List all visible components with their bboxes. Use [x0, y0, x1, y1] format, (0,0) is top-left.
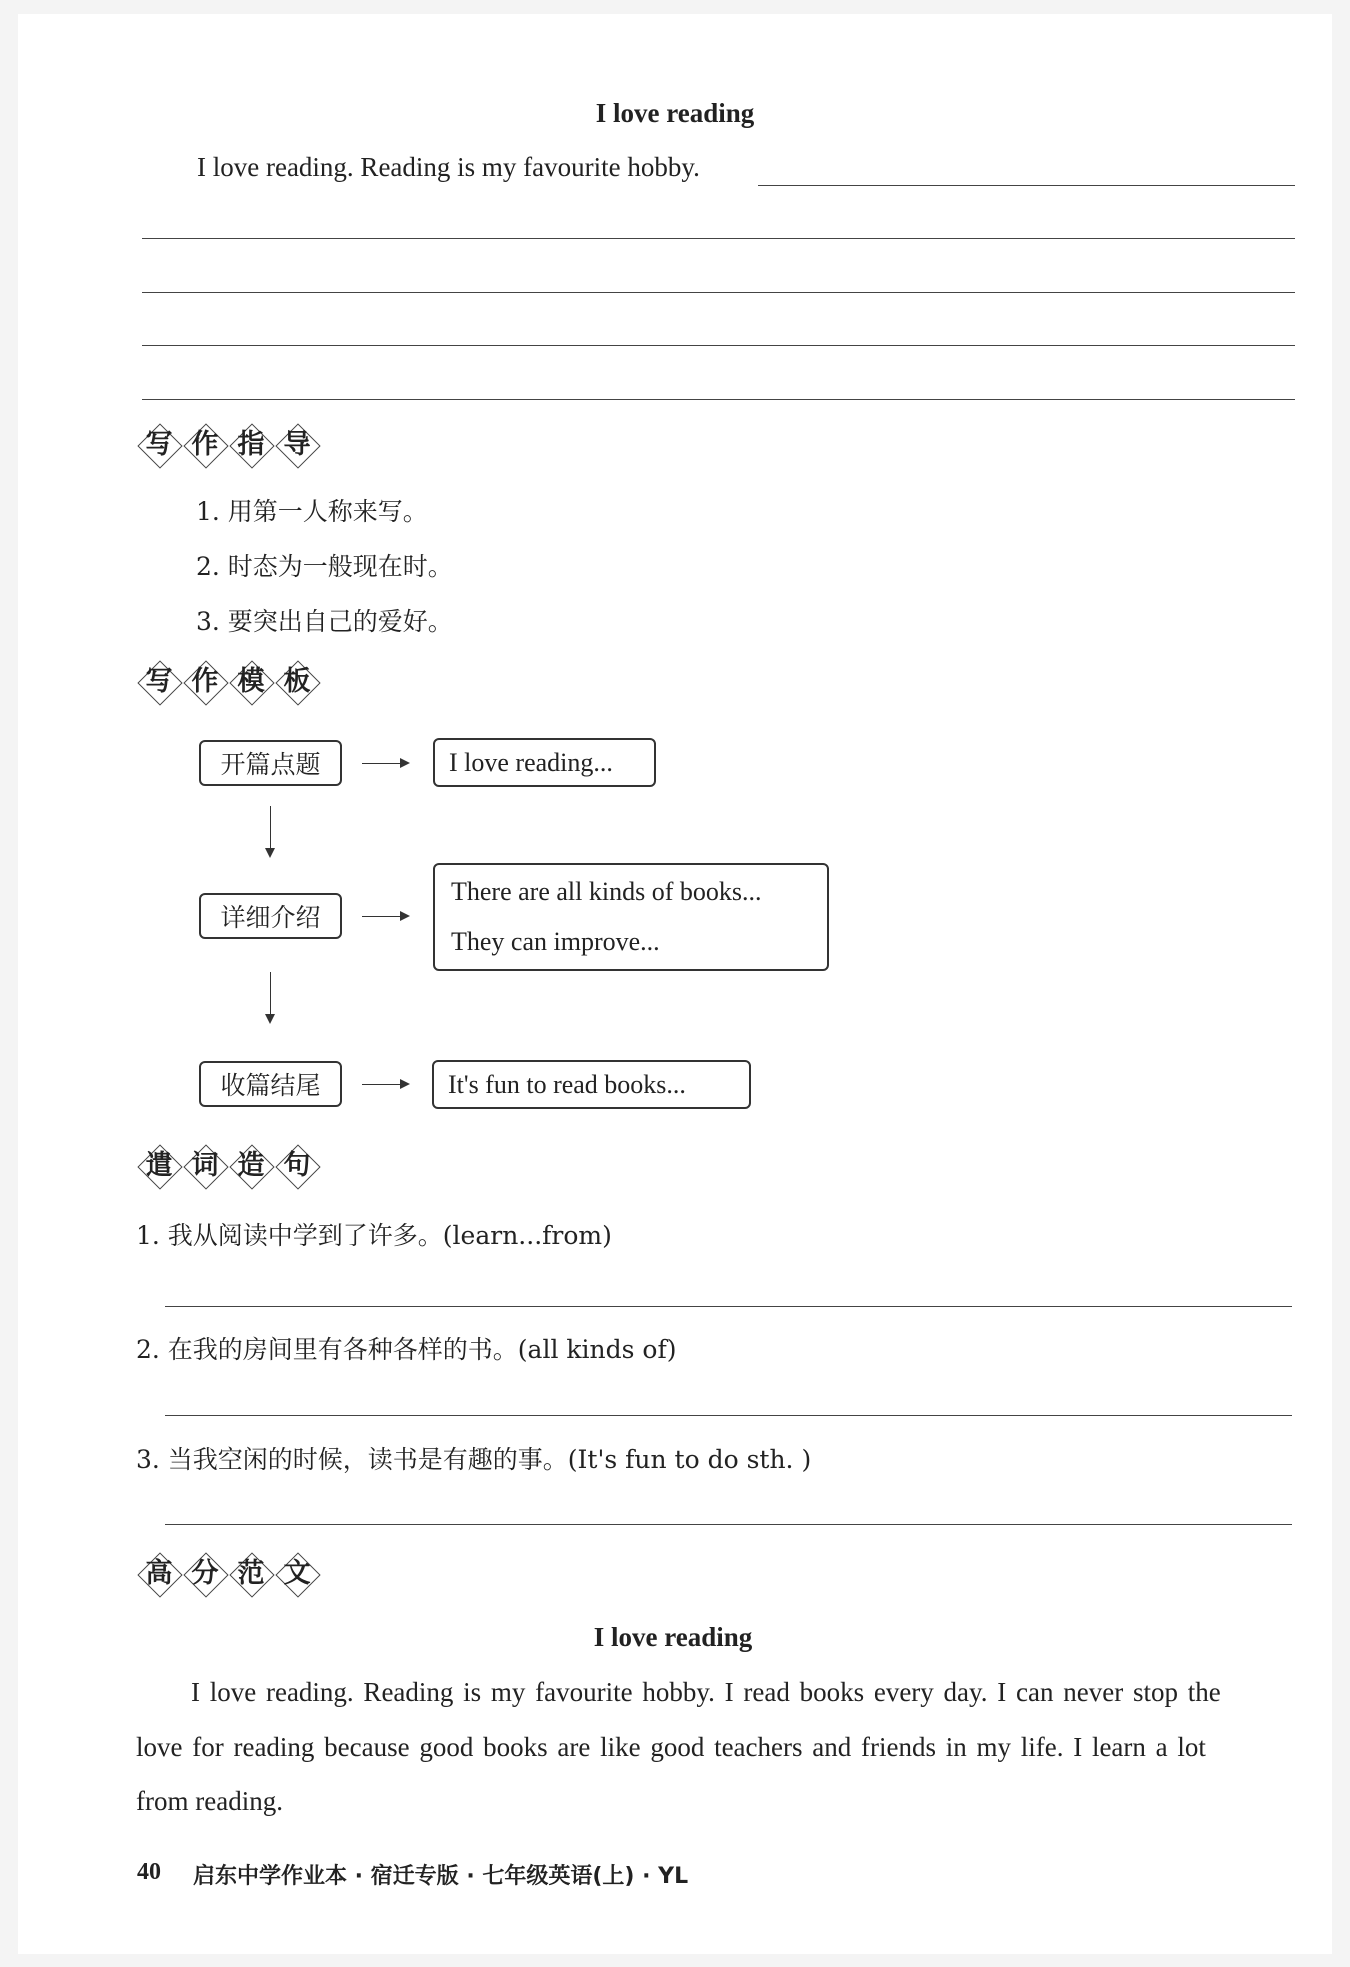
book-title: 启东中学作业本 · 宿迁专版 · 七年级英语(上) · YL: [193, 1864, 689, 1889]
heading-char: 高: [136, 1551, 182, 1597]
template-step-content: They can improve...: [451, 927, 660, 956]
heading-char: 模: [228, 659, 274, 705]
section-heading-model-essay: [136, 1551, 320, 1597]
heading-char: 造: [228, 1143, 274, 1189]
section-heading-sentences: [136, 1143, 320, 1189]
writing-line[interactable]: [142, 399, 1295, 400]
arrow-right-icon: [362, 1084, 408, 1085]
arrow-right-icon: [362, 916, 408, 917]
heading-char: 范: [228, 1551, 274, 1597]
arrow-down-icon: [270, 972, 271, 1022]
answer-line[interactable]: [165, 1415, 1292, 1416]
template-step-content: I love reading...: [433, 738, 656, 787]
heading-char: 板: [274, 659, 320, 705]
sentence-task: 1. 我从阅读中学到了许多。(learn...from): [136, 1221, 612, 1250]
template-step-content: There are all kinds of books...: [451, 877, 762, 906]
writing-line[interactable]: [758, 185, 1295, 186]
section-heading-guidance: [136, 422, 320, 468]
template-step-label: 开篇点题: [199, 740, 342, 786]
essay-start-sentence: I love reading. Reading is my favourite hobby.: [197, 152, 700, 182]
model-essay-title: I love reading: [593, 1622, 753, 1652]
writing-line[interactable]: [142, 345, 1295, 346]
heading-char: 指: [228, 422, 274, 468]
guidance-item: 3. 要突出自己的爱好。: [196, 607, 453, 636]
template-step-content-box: [433, 863, 829, 971]
heading-char: 句: [274, 1143, 320, 1189]
heading-char: 词: [182, 1143, 228, 1189]
sentence-task: 2. 在我的房间里有各种各样的书。(all kinds of): [136, 1335, 677, 1364]
section-heading-template: [136, 659, 320, 705]
template-step-content: It's fun to read books...: [432, 1060, 751, 1109]
heading-char: 作: [182, 422, 228, 468]
heading-char: 写: [136, 422, 182, 468]
heading-char: 导: [274, 422, 320, 468]
essay-title: I love reading: [595, 98, 755, 128]
writing-line[interactable]: [142, 238, 1295, 239]
model-essay-line: I love reading. Reading is my favourite hobby. I read books every day. I can never stop the: [191, 1677, 1221, 1707]
page: [18, 14, 1332, 1954]
arrow-right-icon: [362, 763, 408, 764]
template-step-label: 收篇结尾: [199, 1061, 342, 1107]
page-number: 40: [137, 1859, 161, 1885]
guidance-item: 1. 用第一人称来写。: [196, 497, 428, 526]
heading-char: 文: [274, 1551, 320, 1597]
heading-char: 分: [182, 1551, 228, 1597]
guidance-item: 2. 时态为一般现在时。: [196, 552, 453, 581]
heading-char: 作: [182, 659, 228, 705]
template-step-label: 详细介绍: [199, 893, 342, 939]
writing-line[interactable]: [142, 292, 1295, 293]
sentence-task: 3. 当我空闲的时候，读书是有趣的事。(It's fun to do sth. ): [136, 1445, 812, 1474]
answer-line[interactable]: [165, 1306, 1292, 1307]
model-essay-line: love for reading because good books are like good teachers and friends in my life. I learn a lot: [136, 1732, 1206, 1762]
model-essay-line: from reading.: [136, 1786, 283, 1816]
heading-char: 写: [136, 659, 182, 705]
arrow-down-icon: [270, 806, 271, 856]
answer-line[interactable]: [165, 1524, 1292, 1525]
heading-char: 遣: [136, 1143, 182, 1189]
